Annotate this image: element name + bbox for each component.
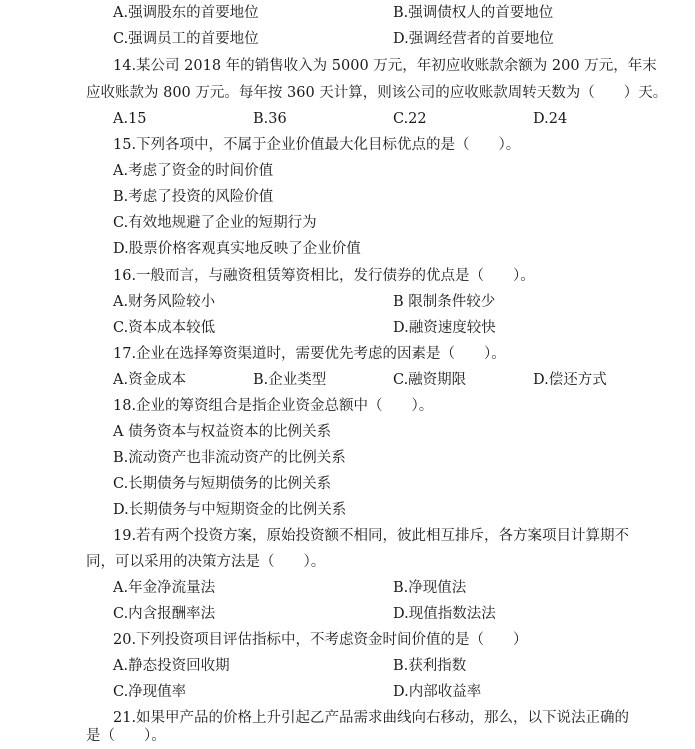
q13-option-d: D.强调经营者的首要地位 xyxy=(393,31,554,47)
q19-stem-line-1 xyxy=(0,523,695,549)
q13-options-row-2 xyxy=(0,26,695,52)
q20-option-d: D.内部收益率 xyxy=(393,684,482,700)
q15-stem-line xyxy=(0,132,695,158)
q18-option-c-line xyxy=(0,471,695,497)
q13-option-c: C.强调员工的首要地位 xyxy=(113,31,259,47)
q14-stem-2: 应收账款为 800 万元。每年按 360 天计算，则该公司的应收账款周转天数为（ ）天。 xyxy=(86,85,668,101)
q17-options xyxy=(0,367,695,393)
q18-option-b-line xyxy=(0,445,695,471)
q16-stem: 16.一般而言，与融资租赁筹资相比，发行债券的优点是（ ）。 xyxy=(113,268,535,284)
q20-option-c: C.净现值率 xyxy=(113,684,187,700)
q17-stem-line xyxy=(0,341,695,367)
q20-stem-line xyxy=(0,627,695,653)
q18-stem: 18.企业的筹资组合是指企业资金总额中（ ）。 xyxy=(113,398,434,414)
q16-option-a: A.财务风险较小 xyxy=(113,294,216,310)
q15-stem: 15.下列各项中，不属于企业价值最大化目标优点的是（ ）。 xyxy=(113,137,521,153)
q18-option-a: A 债务资本与权益资本的比例关系 xyxy=(113,424,332,440)
q15-option-c-line xyxy=(0,210,695,236)
q16-options-row-2 xyxy=(0,315,695,341)
q15-option-b: B.考虑了投资的风险价值 xyxy=(113,189,274,205)
q18-option-d-line xyxy=(0,497,695,523)
q16-options-row-1 xyxy=(0,289,695,315)
q16-option-c: C.资本成本较低 xyxy=(113,320,216,336)
q16-option-d: D.融资速度较快 xyxy=(393,320,496,336)
q14-options xyxy=(0,106,695,132)
q18-option-c: C.长期债务与短期债务的比例关系 xyxy=(113,476,332,492)
q19-option-d: D.现值指数法法 xyxy=(393,606,496,622)
q19-stem-line-2 xyxy=(0,549,695,575)
q13-option-b: B.强调债权人的首要地位 xyxy=(393,5,554,21)
q19-options-row-1 xyxy=(0,575,695,601)
q18-option-d: D.长期债务与中短期资金的比例关系 xyxy=(113,502,347,518)
q21-stem-1: 21.如果甲产品的价格上升引起乙产品需求曲线向右移动，那么，以下说法正确的 xyxy=(113,710,630,726)
q21-stem-2: 是（ ）。 xyxy=(86,728,166,744)
q21-stem-line-2 xyxy=(0,723,695,749)
q19-stem-1: 19.若有两个投资方案，原始投资额不相同，彼此相互排斥，各方案项目计算期不 xyxy=(113,528,630,544)
q13-options-row-1 xyxy=(0,0,695,26)
q20-options-row-2 xyxy=(0,679,695,705)
q14-option-a: A.15 xyxy=(113,111,147,127)
q14-option-d: D.24 xyxy=(533,111,568,127)
q18-option-a-line xyxy=(0,419,695,445)
q13-option-a: A.强调股东的首要地位 xyxy=(113,5,259,21)
q17-option-c: C.融资期限 xyxy=(393,372,467,388)
q15-option-c: C.有效地规避了企业的短期行为 xyxy=(113,215,317,231)
q19-option-c: C.内含报酬率法 xyxy=(113,606,216,622)
q17-stem: 17.企业在选择筹资渠道时，需要优先考虑的因素是（ ）。 xyxy=(113,346,506,362)
q14-stem-1: 14.某公司 2018 年的销售收入为 5000 万元，年初应收账款余额为 200 万元，年末 xyxy=(113,58,657,74)
q19-option-a: A.年金净流量法 xyxy=(113,580,216,596)
q16-stem-line xyxy=(0,263,695,289)
q15-option-d-line xyxy=(0,236,695,262)
q15-option-a: A.考虑了资金的时间价值 xyxy=(113,163,274,179)
q14-option-b: B.36 xyxy=(253,111,287,127)
q20-option-a: A.静态投资回收期 xyxy=(113,658,230,674)
q19-stem-2: 同，可以采用的决策方法是（ ）。 xyxy=(86,554,326,570)
q20-options-row-1 xyxy=(0,653,695,679)
q14-stem-line-1 xyxy=(0,53,695,79)
q17-option-b: B.企业类型 xyxy=(253,372,327,388)
q17-option-a: A.资金成本 xyxy=(113,372,187,388)
q18-option-b: B.流动资产也非流动资产的比例关系 xyxy=(113,450,346,466)
q15-option-b-line xyxy=(0,184,695,210)
q15-option-a-line xyxy=(0,158,695,184)
q15-option-d: D.股票价格客观真实地反映了企业价值 xyxy=(113,241,361,257)
q18-stem-line xyxy=(0,393,695,419)
q19-option-b: B.净现值法 xyxy=(393,580,467,596)
q17-option-d: D.偿还方式 xyxy=(533,372,607,388)
q20-option-b: B.获利指数 xyxy=(393,658,467,674)
q14-option-c: C.22 xyxy=(393,111,427,127)
q14-stem-line-2 xyxy=(0,80,695,106)
q19-options-row-2 xyxy=(0,601,695,627)
q20-stem: 20.下列投资项目评估指标中，不考虑资金时间价值的是（ ） xyxy=(113,632,528,648)
q16-option-b: B 限制条件较少 xyxy=(393,294,496,310)
